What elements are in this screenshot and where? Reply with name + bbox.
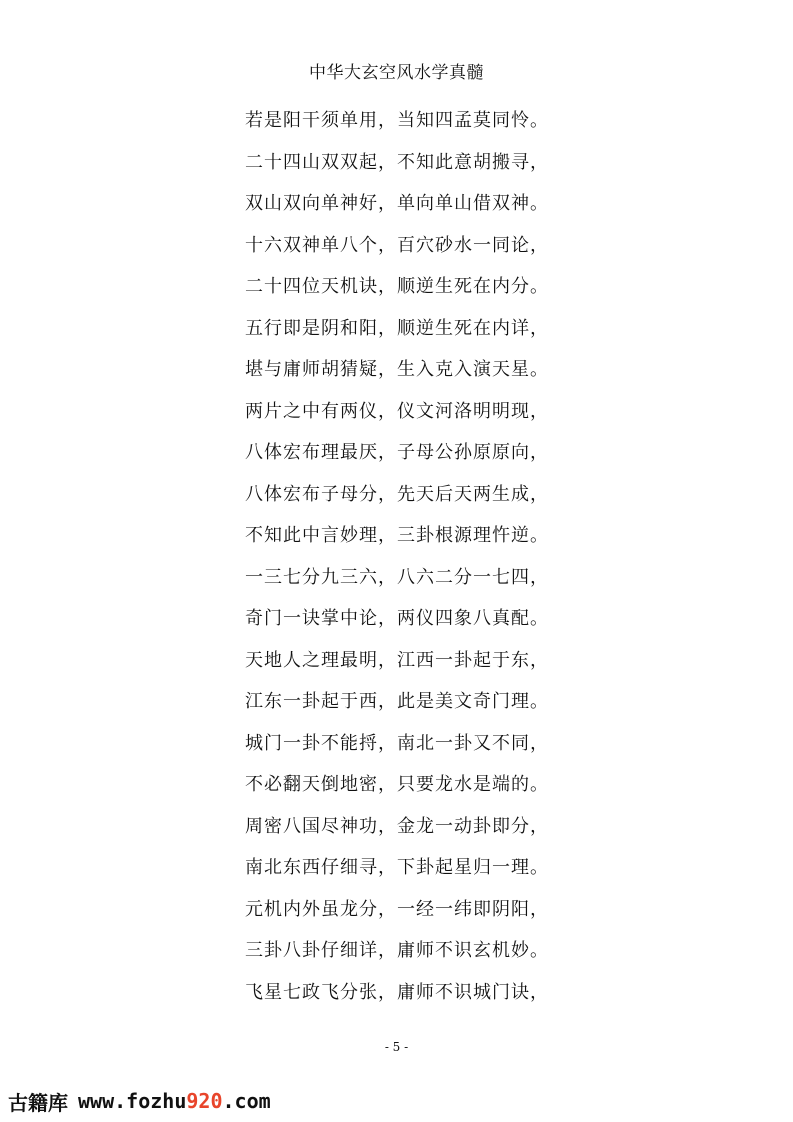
poem-line: 不知此中言妙理，三卦根源理忤逆。 <box>245 525 549 546</box>
poem-line: 两片之中有两仪，仪文河洛明明现， <box>245 400 549 422</box>
poem-line: 双山双向单神好，单向单山借双神。 <box>245 193 549 214</box>
watermark-url-prefix: www.fozhu <box>78 1089 187 1113</box>
poem-line: 十六双神单八个，百穴砂水一同论， <box>245 234 549 256</box>
poem-line: 八体宏布子母分，先天后天两生成， <box>245 483 549 505</box>
poem-line: 一三七分九三六，八六二分一七四， <box>245 566 549 588</box>
poem-line: 不必翻天倒地密，只要龙水是端的。 <box>245 774 549 795</box>
poem-line: 城门一卦不能捋，南北一卦又不同， <box>245 732 549 754</box>
poem-line: 天地人之理最明，江西一卦起于东， <box>245 649 549 671</box>
poem-line: 飞星七政飞分张，庸师不识城门诀， <box>245 981 549 1003</box>
poem-line: 周密八国尽神功，金龙一动卦即分， <box>245 815 549 837</box>
poem-line: 二十四山双双起，不知此意胡搬寻， <box>245 151 549 173</box>
poem-line: 南北东西仔细寻，下卦起星归一理。 <box>245 857 549 878</box>
poem-line: 五行即是阴和阳，顺逆生死在内详， <box>245 317 549 339</box>
poem-line: 若是阳干须单用，当知四孟莫同怜。 <box>245 110 549 131</box>
page-header-title: 中华大玄空风水学真髓 <box>309 63 484 83</box>
page-number: - 5 - <box>384 1040 409 1054</box>
poem-line: 堪与庸师胡猜疑，生入克入演天星。 <box>245 359 549 380</box>
poem-line: 元机内外虽龙分，一经一纬即阴阳， <box>245 898 549 920</box>
watermark-site-name: 古籍库 <box>8 1090 68 1115</box>
poem-line: 二十四位天机诀，顺逆生死在内分。 <box>245 276 549 297</box>
watermark-url-accent: 920 <box>186 1089 223 1113</box>
site-watermark <box>8 1086 271 1116</box>
poem-body <box>245 100 585 1013</box>
poem-line: 奇门一诀掌中论，两仪四象八真配。 <box>245 608 549 629</box>
poem-line: 八体宏布理最厌，子母公孙原原向， <box>245 442 549 463</box>
poem-line: 三卦八卦仔细详，庸师不识玄机妙。 <box>245 940 549 961</box>
poem-line: 江东一卦起于西，此是美文奇门理。 <box>245 691 549 712</box>
watermark-url-suffix: .com <box>222 1089 271 1113</box>
